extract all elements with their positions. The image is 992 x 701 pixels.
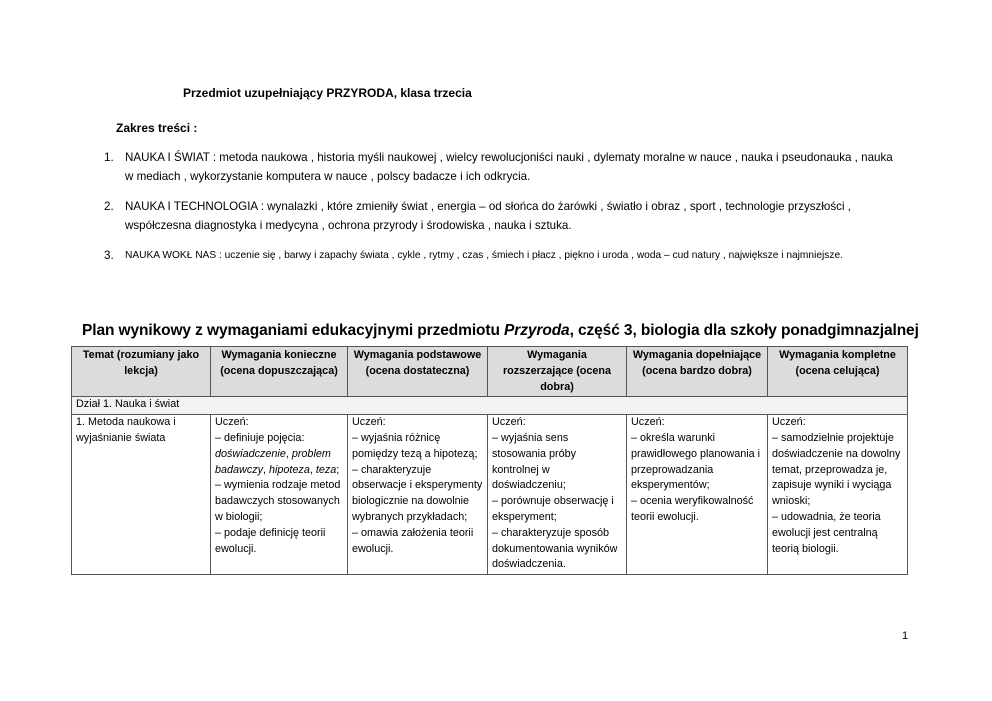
cell-line: – udowadnia, że teoria ewolucji jest centralną teorią biologii. [772,510,881,555]
header-topic: Temat (rozumiany jako lekcja) [72,347,211,397]
cell-line: – podaje definicję teorii ewolucji. [215,526,326,555]
cell-topic: 1. Metoda naukowa i wyjaśnianie świata [72,415,211,575]
cell-intro: Uczeń: [772,416,806,429]
cell-kompletne [768,415,908,575]
cell-line: – wymienia rodzaje metod badawczych stosowanych w biologii; [215,479,341,523]
header-dopelniajace: Wymagania dopełniające (ocena bardzo dobra) [627,347,768,397]
term-teza: teza [315,463,337,476]
page-number: 1 [902,630,909,642]
scope-item [104,246,904,265]
cell-line: – definiuje pojęcia: doświadczenie, problem badawczy, hipoteza, teza; [215,431,340,476]
scope-item [104,148,904,186]
cell-line: – charakteryzuje obserwacje i eksperymenty biologicznie na dowolnie wybranych przykładach; [352,463,483,523]
section-title: Dział 1. Nauka i świat [72,397,908,415]
scope-item-number: 2. [104,200,114,213]
scope-list [104,148,904,265]
cell-intro: Uczeń: [215,416,249,429]
table-header-row [72,347,908,397]
subject-title: Przedmiot uzupełniający PRZYRODA, klasa trzecia [183,86,472,100]
cell-line: – określa warunki prawidłowego planowania i przeprowadzania eksperymentów; [631,431,761,492]
cell-line: – ocenia weryfikowalność teorii ewolucji. [631,495,754,523]
requirements-table [71,346,908,575]
table-row [72,415,908,575]
plan-title-start: Plan wynikowy z wymaganiami edukacyjnymi przedmiotu [82,322,505,339]
header-kompletne: Wymagania kompletne (ocena celująca) [768,347,908,397]
cell-rozszerzajace [488,415,627,575]
header-rozszerzajace: Wymagania rozszerzające (ocena dobra) [488,347,627,397]
cell-konieczne [211,415,348,575]
cell-podstawowe [348,415,488,575]
term-hipoteza: hipoteza [269,463,310,476]
scope-item-number: 1. [104,151,114,164]
cell-line: – wyjaśnia sens stosowania próby kontrolnej w doświadczeniu; [492,431,577,492]
cell-line: – samodzielnie projektuje doświadczenie na dowolny temat, przeprowadza je, zapisuje wyniki i wyciąga wnioski; [772,431,901,508]
scope-item-number: 3. [104,249,114,262]
cell-line: – wyjaśnia różnicę pomiędzy tezą a hipotezą; [352,431,478,460]
scope-label: Zakres treści : [116,121,198,135]
scope-item-text: NAUKA I ŚWIAT : metoda naukowa , historia myśli naukowej , wielcy rewolucjoniści nauki , dylematy moralne w nauce , nauka i pseudonauka , nauka w mediach , wykorzystanie komputera w nauce , polscy badacze i ich odkrycia. [125,151,893,183]
term-problem-badawczy: problem badawczy [215,447,331,476]
scope-item-text: NAUKA WOKŁ NAS : uczenie się , barwy i zapachy świata , cykle , rytmy , czas , śmiech i płacz , piękno i uroda , woda – cud natury , największe i najmniejsze. [125,250,843,261]
plan-title-end: , część 3, biologia dla szkoły ponadgimnazjalnej [569,322,919,339]
section-row [72,397,908,415]
cell-dopelniajace [627,415,768,575]
scope-item [104,197,904,235]
cell-intro: Uczeń: [631,416,665,429]
cell-intro: Uczeń: [492,416,526,429]
cell-intro: Uczeń: [352,416,386,429]
cell-line: – charakteryzuje sposób dokumentowania wyników doświadczenia. [492,526,618,571]
plan-title-subject: Przyroda [504,322,570,339]
cell-line: – porównuje obserwację i eksperyment; [492,495,614,523]
cell-line: – omawia założenia teorii ewolucji. [352,526,474,555]
header-podstawowe: Wymagania podstawowe (ocena dostateczna) [348,347,488,397]
scope-item-text: NAUKA I TECHNOLOGIA : wynalazki , które zmieniły świat , energia – od słońca do żarówki , światło i obraz , sport , technologie przyszłości , współczesna diagnostyka i medycyna , ochrona przyrody i środowiska , nauka i sztuka. [125,200,851,232]
term-doswiadczenie: doświadczenie [215,447,286,460]
header-konieczne: Wymagania konieczne (ocena dopuszczająca) [211,347,348,397]
plan-title [82,322,919,340]
